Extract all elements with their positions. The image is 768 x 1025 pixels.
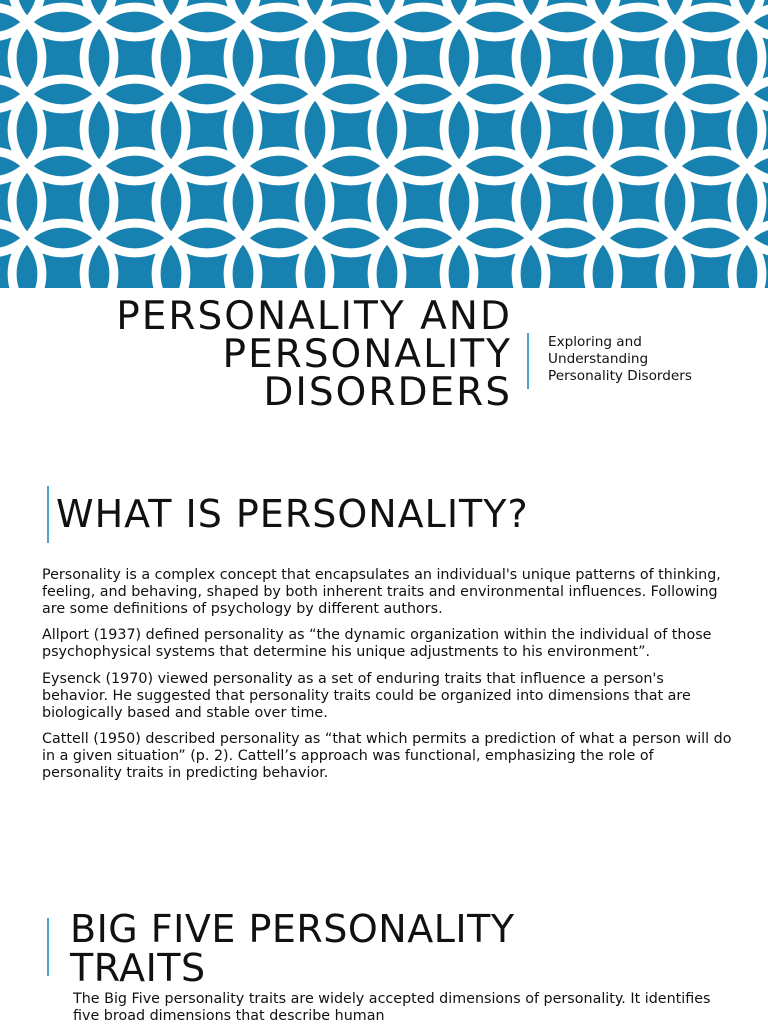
title-divider-line: [527, 333, 529, 389]
slide-subtitle-line: Understanding: [548, 351, 649, 367]
section-accent-line: [47, 486, 49, 543]
section-heading-what-is-personality: WHAT IS PERSONALITY?: [56, 492, 529, 536]
slide-subtitle: [548, 334, 748, 385]
slide-subtitle-line: Exploring and: [548, 334, 642, 350]
heading-line: BIG FIVE PERSONALITY: [70, 907, 515, 951]
section-heading-big-five: [70, 907, 515, 990]
interlocking-circles-pattern-icon: [0, 0, 768, 288]
body-paragraph: Eysenck (1970) viewed personality as a set of enduring traits that influence a person's behavior. He suggested that personality traits could be organized into dimensions that are biologically based and stable over time.: [42, 670, 691, 721]
body-paragraph: Allport (1937) defined personality as “the dynamic organization within the individual of those psychophysical systems that determine his unique adjustments to his environment”.: [42, 627, 712, 661]
slide-title-line: DISORDERS: [263, 370, 512, 415]
body-paragraph: Cattell (1950) described personality as “that which permits a prediction of what a person will do in a given situation” (p. 2). Cattell’s approach was functional, emphasizing the role of personality traits in predicting behavior.: [42, 731, 732, 781]
slide-subtitle-line: Personality Disorders: [548, 368, 692, 384]
slide-title-line: PERSONALITY: [222, 332, 512, 377]
section-accent-line: [47, 918, 49, 976]
slide-title: [60, 294, 512, 415]
slide-title-line: PERSONALITY AND: [116, 294, 512, 339]
section-body-what-is-personality: [42, 567, 732, 792]
section-body-big-five: The Big Five personality traits are widely accepted dimensions of personality. It identifies five broad dimensions that describe human: [73, 991, 711, 1024]
banner-rings: [0, 0, 768, 288]
body-paragraph: Personality is a complex concept that encapsulates an individual's unique patterns of thinking, feeling, and behaving, shaped by both inherent traits and environmental influences. Following are some definitions of psychology by different authors.: [42, 567, 721, 617]
banner-pattern: [0, 0, 768, 288]
heading-line: TRAITS: [70, 946, 206, 990]
